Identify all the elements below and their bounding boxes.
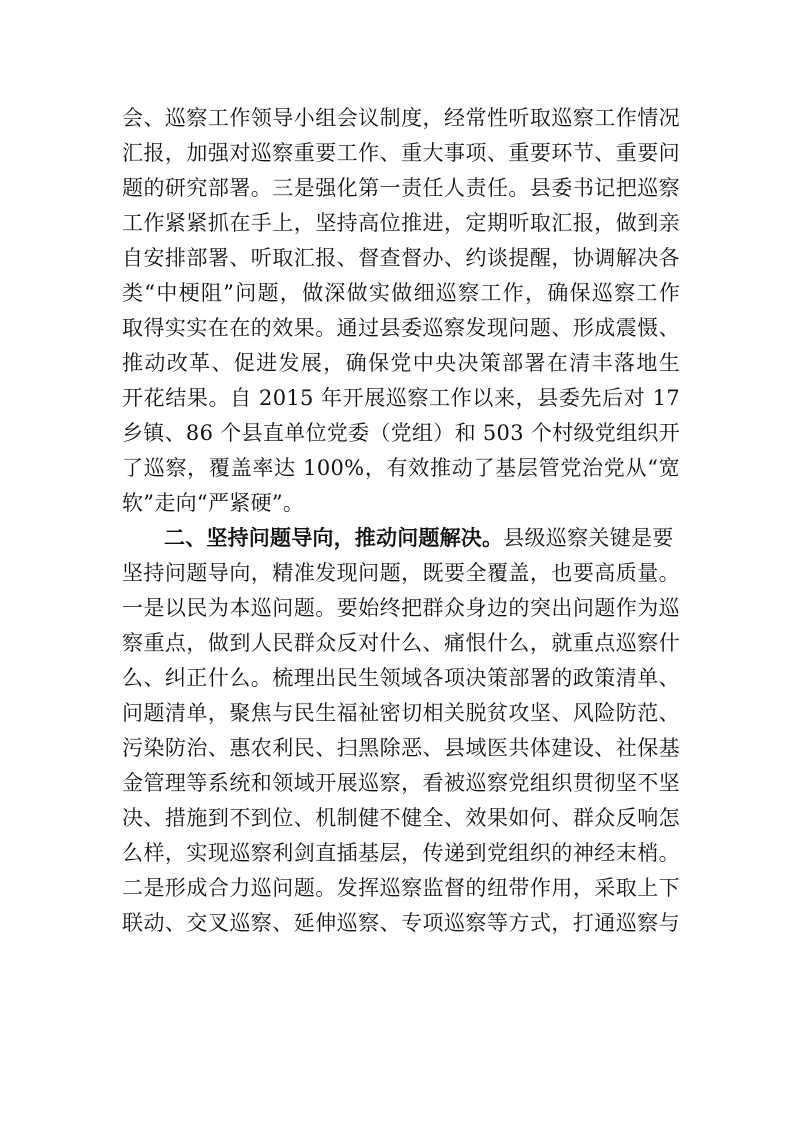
- body-line: 软”走向“严紧硬”。: [122, 491, 305, 515]
- body-line: 汇报，加强对巡察重要工作、重大事项、重要环节、重要问: [122, 141, 680, 165]
- body-line: 么、纠正什么。梳理出民生领域各项决策部署的政策清单、: [122, 666, 680, 690]
- body-line: 推动改革、促进发展，确保党中央决策部署在清丰落地生: [122, 351, 680, 375]
- body-line: 工作紧紧抓在手上，坚持高位推进，定期听取汇报，做到亲: [122, 211, 680, 235]
- body-line: 了巡察，覆盖率达 100%，有效推动了基层管党治党从“宽: [122, 456, 680, 480]
- body-line: 乡镇、86 个县直单位党委（党组）和 503 个村级党组织开: [122, 421, 680, 445]
- body-line: 二是形成合力巡问题。发挥巡察监督的纽带作用，采取上下: [122, 876, 680, 900]
- body-line: 开花结果。自 2015 年开展巡察工作以来，县委先后对 17: [122, 386, 680, 410]
- body-line: 题的研究部署。三是强化第一责任人责任。县委书记把巡察: [122, 176, 680, 200]
- body-line: 坚持问题导向，精准发现问题，既要全覆盖，也要高质量。: [122, 561, 680, 585]
- section-heading-line: [122, 521, 680, 556]
- section-heading: 二、坚持问题导向，推动问题解决。: [164, 526, 504, 550]
- body-line: 污染防治、惠农利民、扫黑除恶、县域医共体建设、社保基: [122, 736, 680, 760]
- body-line: 金管理等系统和领域开展巡察，看被巡察党组织贯彻坚不坚: [122, 771, 680, 795]
- body-line: 么样，实现巡察利剑直插基层，传递到党组织的神经末梢。: [122, 841, 680, 865]
- body-text: 县级巡察关键是要: [503, 526, 674, 550]
- document-body: [122, 101, 680, 941]
- body-line: 取得实实在在的效果。通过县委巡察发现问题、形成震慑、: [122, 316, 680, 340]
- body-line: 问题清单，聚焦与民生福祉密切相关脱贫攻坚、风险防范、: [122, 701, 680, 725]
- body-line: 自安排部署、听取汇报、督查督办、约谈提醒，协调解决各: [122, 246, 680, 270]
- body-line: 类“中梗阻”问题，做深做实做细巡察工作，确保巡察工作: [122, 281, 680, 305]
- body-line: 决、措施到不到位、机制健不健全、效果如何、群众反响怎: [122, 806, 680, 830]
- body-line: 联动、交叉巡察、延伸巡察、专项巡察等方式，打通巡察与: [122, 911, 680, 935]
- body-line: 会、巡察工作领导小组会议制度，经常性听取巡察工作情况: [122, 106, 680, 130]
- body-line: 察重点，做到人民群众反对什么、痛恨什么，就重点巡察什: [122, 631, 680, 655]
- body-line: 一是以民为本巡问题。要始终把群众身边的突出问题作为巡: [122, 596, 680, 620]
